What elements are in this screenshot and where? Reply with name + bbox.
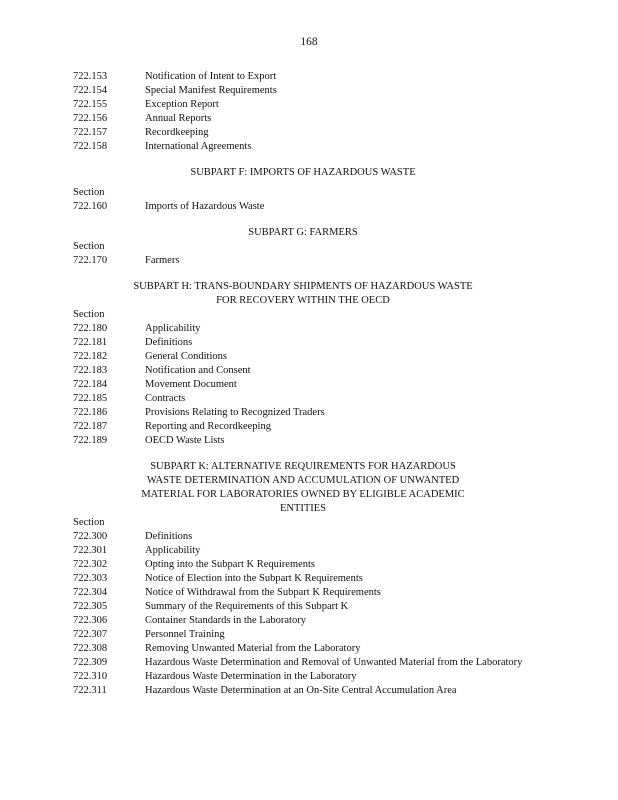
toc-entry bbox=[73, 392, 533, 406]
toc-entry bbox=[73, 336, 533, 350]
section-number: 722.311 bbox=[73, 685, 107, 696]
section-title: Notification of Intent to Export bbox=[145, 71, 277, 82]
section-title: Container Standards in the Laboratory bbox=[145, 615, 306, 626]
section-title: Applicability bbox=[145, 545, 201, 556]
toc-entry bbox=[73, 642, 533, 656]
toc-entry bbox=[73, 558, 533, 572]
section-number: 722.306 bbox=[73, 615, 108, 626]
toc-entry bbox=[73, 126, 533, 140]
toc-entry bbox=[73, 544, 533, 558]
section-title: Applicability bbox=[145, 323, 201, 334]
section-number: 722.170 bbox=[73, 255, 108, 266]
section-number: 722.160 bbox=[73, 201, 108, 212]
toc-entry bbox=[73, 378, 533, 392]
toc-entry bbox=[73, 350, 533, 364]
section-number: 722.308 bbox=[73, 643, 108, 654]
toc-entry bbox=[73, 670, 533, 684]
subpart-h-heading-line2: FOR RECOVERY WITHIN THE OECD bbox=[216, 295, 390, 306]
section-number: 722.310 bbox=[73, 671, 108, 682]
section-label: Section bbox=[73, 187, 105, 198]
table-of-contents bbox=[73, 70, 533, 698]
section-title: Farmers bbox=[145, 255, 180, 266]
section-number: 722.183 bbox=[73, 365, 108, 376]
subpart-k-heading-line2: WASTE DETERMINATION AND ACCUMULATION OF UNWANTED bbox=[146, 475, 460, 486]
section-label: Section bbox=[73, 241, 105, 252]
section-title: Annual Reports bbox=[145, 113, 212, 124]
section-number: 722.301 bbox=[73, 545, 108, 556]
toc-entry bbox=[73, 684, 533, 698]
section-number: 722.156 bbox=[73, 113, 108, 124]
section-title: Opting into the Subpart K Requirements bbox=[145, 559, 316, 570]
section-title: General Conditions bbox=[145, 351, 227, 362]
section-title: Summary of the Requirements of this Subpart K bbox=[145, 601, 349, 612]
section-number: 722.153 bbox=[73, 71, 108, 82]
section-number: 722.307 bbox=[73, 629, 108, 640]
toc-entry bbox=[73, 614, 533, 628]
section-title: Personnel Training bbox=[145, 629, 225, 640]
subpart-k-heading bbox=[73, 460, 533, 516]
section-title: Hazardous Waste Determination in the Laboratory bbox=[145, 671, 357, 682]
section-title: Notice of Withdrawal from the Subpart K Requirements bbox=[145, 587, 381, 598]
section-title: International Agreements bbox=[145, 141, 252, 152]
section-title: Definitions bbox=[145, 337, 193, 348]
subpart-k-heading-line1: SUBPART K: ALTERNATIVE REQUIREMENTS FOR HAZARDOUS bbox=[150, 461, 456, 472]
toc-entry bbox=[73, 656, 533, 670]
section-number: 722.181 bbox=[73, 337, 108, 348]
section-title: Reporting and Recordkeeping bbox=[145, 421, 271, 432]
section-number: 722.185 bbox=[73, 393, 108, 404]
section-number: 722.309 bbox=[73, 657, 108, 668]
toc-entry bbox=[73, 406, 533, 420]
section-title: Hazardous Waste Determination and Removal of Unwanted Material from the Laboratory bbox=[145, 657, 523, 668]
section-number: 722.303 bbox=[73, 573, 108, 584]
section-number: 722.157 bbox=[73, 127, 108, 138]
toc-entry bbox=[73, 420, 533, 434]
section-number: 722.187 bbox=[73, 421, 108, 432]
section-title: Recordkeeping bbox=[145, 127, 209, 138]
section-title: Removing Unwanted Material from the Laboratory bbox=[145, 643, 361, 654]
toc-entry bbox=[73, 530, 533, 544]
toc-entry bbox=[73, 70, 533, 84]
toc-entry bbox=[73, 586, 533, 600]
section-title: Provisions Relating to Recognized Traders bbox=[145, 407, 325, 418]
page-number: 168 bbox=[300, 36, 318, 48]
subpart-f-heading: SUBPART F: IMPORTS OF HAZARDOUS WASTE bbox=[190, 167, 416, 178]
toc-entry bbox=[73, 98, 533, 112]
section-title: Contracts bbox=[145, 393, 186, 404]
section-title: Notification and Consent bbox=[145, 365, 251, 376]
section-number: 722.158 bbox=[73, 141, 108, 152]
section-number: 722.186 bbox=[73, 407, 108, 418]
subpart-k-heading-line4: ENTITIES bbox=[279, 503, 327, 514]
section-number: 722.184 bbox=[73, 379, 108, 390]
subpart-h-heading bbox=[73, 280, 533, 308]
toc-entry bbox=[73, 200, 533, 214]
section-label: Section bbox=[73, 517, 105, 528]
section-number: 722.182 bbox=[73, 351, 108, 362]
section-title: Definitions bbox=[145, 531, 193, 542]
section-number: 722.189 bbox=[73, 435, 108, 446]
section-number: 722.302 bbox=[73, 559, 108, 570]
toc-entry bbox=[73, 140, 533, 154]
section-title: Special Manifest Requirements bbox=[145, 85, 277, 96]
section-label: Section bbox=[73, 309, 105, 320]
toc-entry bbox=[73, 434, 533, 448]
subpart-g-heading: SUBPART G: FARMERS bbox=[248, 227, 358, 238]
section-number: 722.180 bbox=[73, 323, 108, 334]
toc-entry bbox=[73, 254, 533, 268]
subpart-h-heading-line1: SUBPART H: TRANS-BOUNDARY SHIPMENTS OF HAZARDOUS WASTE bbox=[133, 281, 473, 292]
toc-group-1 bbox=[73, 70, 533, 154]
toc-entry bbox=[73, 112, 533, 126]
section-title: Imports of Hazardous Waste bbox=[145, 201, 265, 212]
section-number: 722.304 bbox=[73, 587, 108, 598]
toc-entry bbox=[73, 364, 533, 378]
section-title: Notice of Election into the Subpart K Requirements bbox=[145, 573, 363, 584]
section-number: 722.305 bbox=[73, 601, 108, 612]
subpart-k-heading-line3: MATERIAL FOR LABORATORIES OWNED BY ELIGIBLE ACADEMIC bbox=[141, 489, 465, 500]
section-title: Hazardous Waste Determination at an On-Site Central Accumulation Area bbox=[145, 685, 457, 696]
section-title: Movement Document bbox=[145, 379, 237, 390]
toc-entry bbox=[73, 628, 533, 642]
section-number: 722.155 bbox=[73, 99, 108, 110]
toc-entry bbox=[73, 572, 533, 586]
section-number: 722.154 bbox=[73, 85, 108, 96]
toc-entry bbox=[73, 84, 533, 98]
section-number: 722.300 bbox=[73, 531, 108, 542]
section-title: Exception Report bbox=[145, 99, 219, 110]
section-title: OECD Waste Lists bbox=[145, 435, 225, 446]
toc-entry bbox=[73, 600, 533, 614]
toc-entry bbox=[73, 322, 533, 336]
